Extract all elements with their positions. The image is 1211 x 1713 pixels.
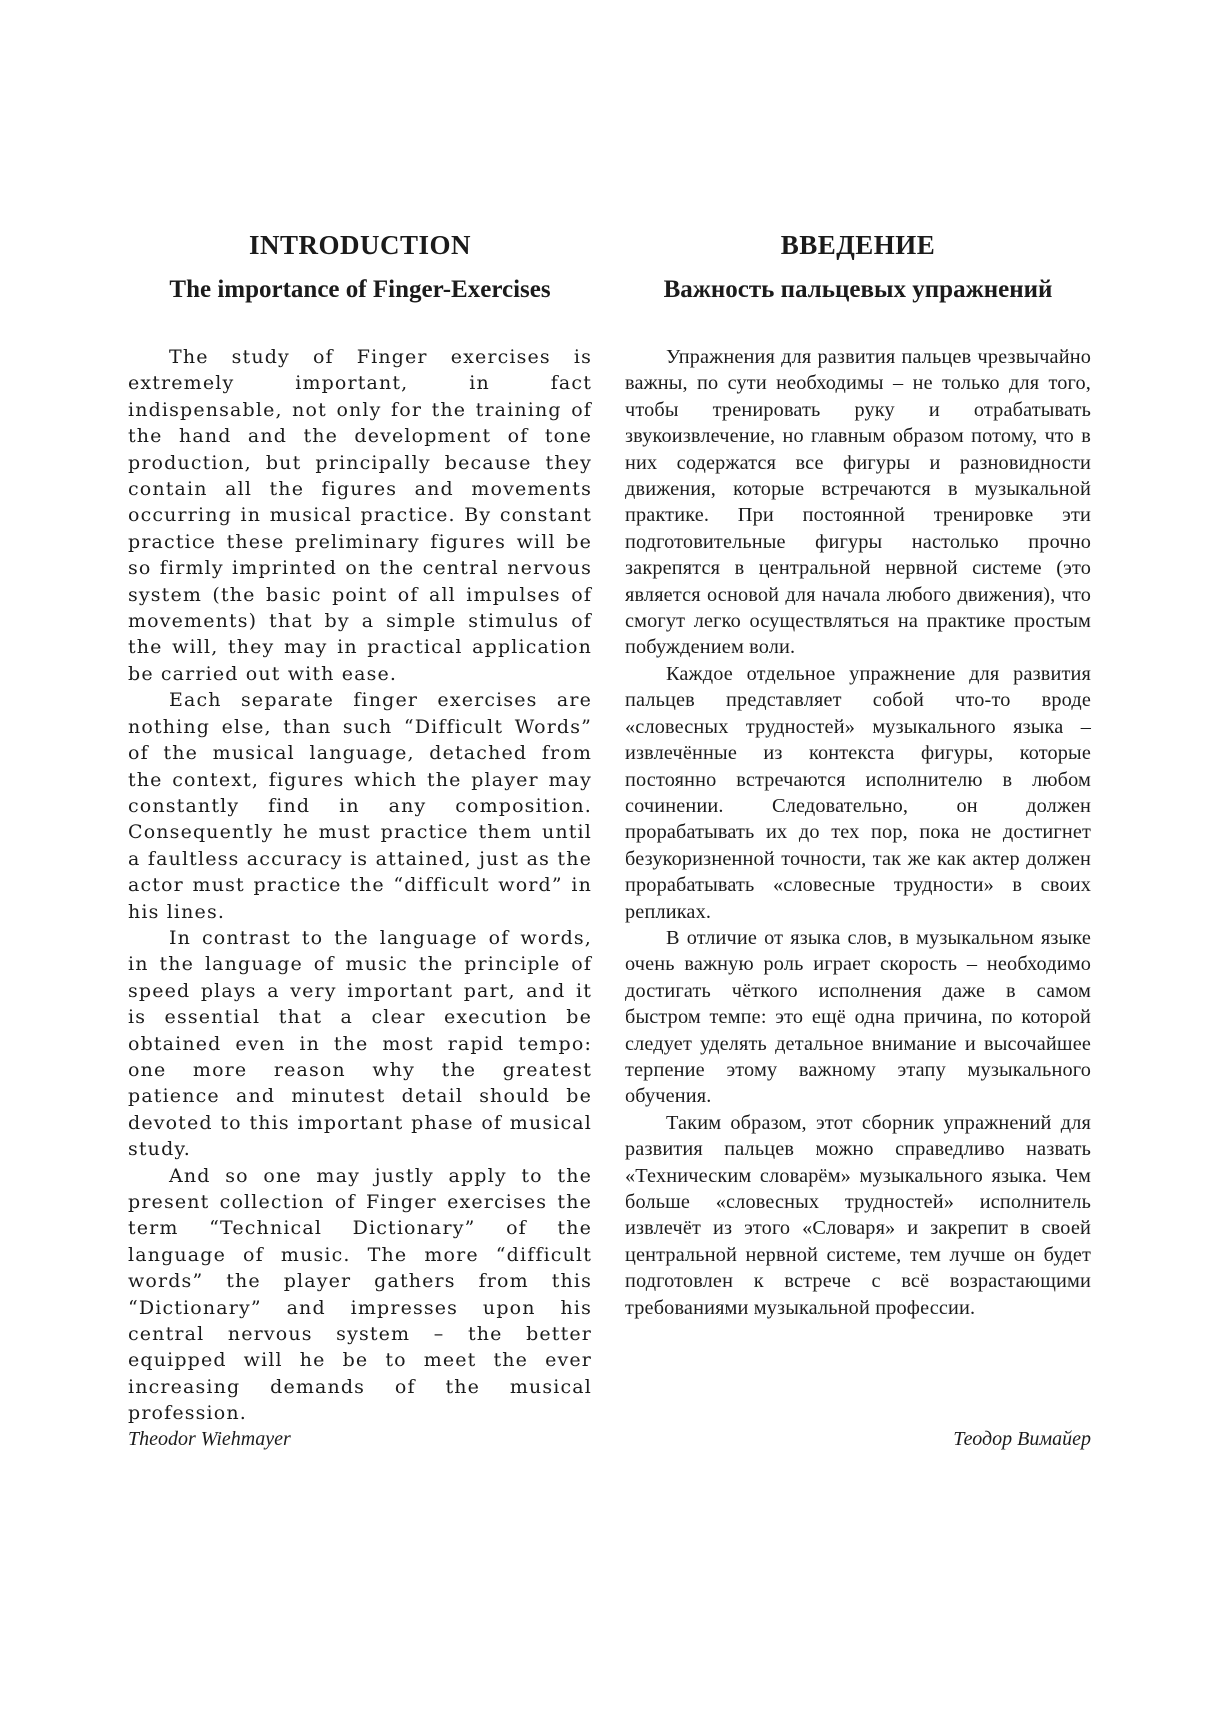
english-paragraph-1: The study of Finger exercises is extremely important, in fact indispensable, not only for the training of the hand and the development of tone production, but principally because they contain all the figures and movements occurring in musical practice. By constant practice these preliminary figures will be so firmly imprinted on the central nervous system (the basic point of all impulses of movements) that by a simple stimulus of the will, they may in practical application be carried out with ease. bbox=[128, 346, 592, 685]
english-column bbox=[128, 228, 592, 1427]
english-subtitle: The importance of Finger-Exercises bbox=[169, 276, 551, 303]
english-title: INTRODUCTION bbox=[248, 230, 472, 260]
russian-paragraph-3: В отличие от языка слов, в музыкальном языке очень важную роль играет скорость – необходимо достигать чёткого исполнения даже в самом быстром темпе: это ещё одна причина, по которой следует уделять детальное внимание и высочайшее терпение этому важному этапу музыкального обучения. bbox=[625, 926, 1091, 1108]
russian-paragraph-1: Упражнения для развития пальцев чрезвычайно важны, по сути необходимы – не только для того, чтобы тренировать руку и отрабатывать звукоизвлечение, но главным образом потому, что в них содержатся все фигуры и разновидности движения, которые встречаются в музыкальной практике. При постоянной тренировке эти подготовительные фигуры настолько прочно закрепятся в центральной нервной системе (это является основой для начала любого движения), что смогут легко осуществляться на практике простым побуждением воли. bbox=[625, 346, 1091, 659]
english-paragraph-4: And so one may justly apply to the present collection of Finger exercises the term “Technical Dictionary” of the language of music. The more “difficult words” the player gathers from this “Dictionary” and impresses upon his central nervous system – the better equipped will he be to meet the ever increasing demands of the musical profession. bbox=[128, 1164, 592, 1425]
english-signature: Theodor Wiehmayer bbox=[128, 1428, 291, 1450]
russian-paragraph-2: Каждое отдельное упражнение для развития пальцев представляет собой что-то вроде «словесных трудностей» музыкального языка – извлечённые из контекста фигуры, которые постоянно встречаются исполнителю в любом сочинении. Следовательно, он должен прорабатывать их до тех пор, пока не достигнет безукоризненной точности, так же как актер должен прорабатывать «словесные трудности» в своих репликах. bbox=[625, 662, 1091, 923]
russian-body bbox=[625, 344, 1091, 1321]
russian-title: ВВЕДЕНИЕ bbox=[780, 230, 936, 260]
russian-paragraph-4: Таким образом, этот сборник упражнений для развития пальцев можно справедливо назвать «Техническим словарём» музыкального языка. Чем больше «словесных трудностей» исполнитель извлечёт из этого «Словаря» и закрепит в своей центральной нервной системе, тем лучше он будет подготовлен к встрече с всё возрастающими требованиями музыкальной профессии. bbox=[625, 1111, 1091, 1319]
russian-column bbox=[625, 228, 1091, 1321]
russian-subtitle: Важность пальцевых упражнений bbox=[663, 276, 1053, 303]
english-paragraph-2: Each separate finger exercises are nothing else, than such “Difficult Words” of the musical language, detached from the context, figures which the player may constantly find in any composition. Consequently he must practice them until a faultless accuracy is attained, just as the actor must practice the “difficult word” in his lines. bbox=[128, 689, 592, 923]
english-body bbox=[128, 344, 592, 1427]
russian-signature: Теодор Вимайер bbox=[953, 1428, 1091, 1450]
english-paragraph-3: In contrast to the language of words, in the language of music the principle of speed plays a very important part, and it is essential that a clear execution be obtained even in the most rapid tempo: one more reason why the greatest patience and minutest detail should be devoted to this important phase of musical study. bbox=[128, 926, 592, 1161]
